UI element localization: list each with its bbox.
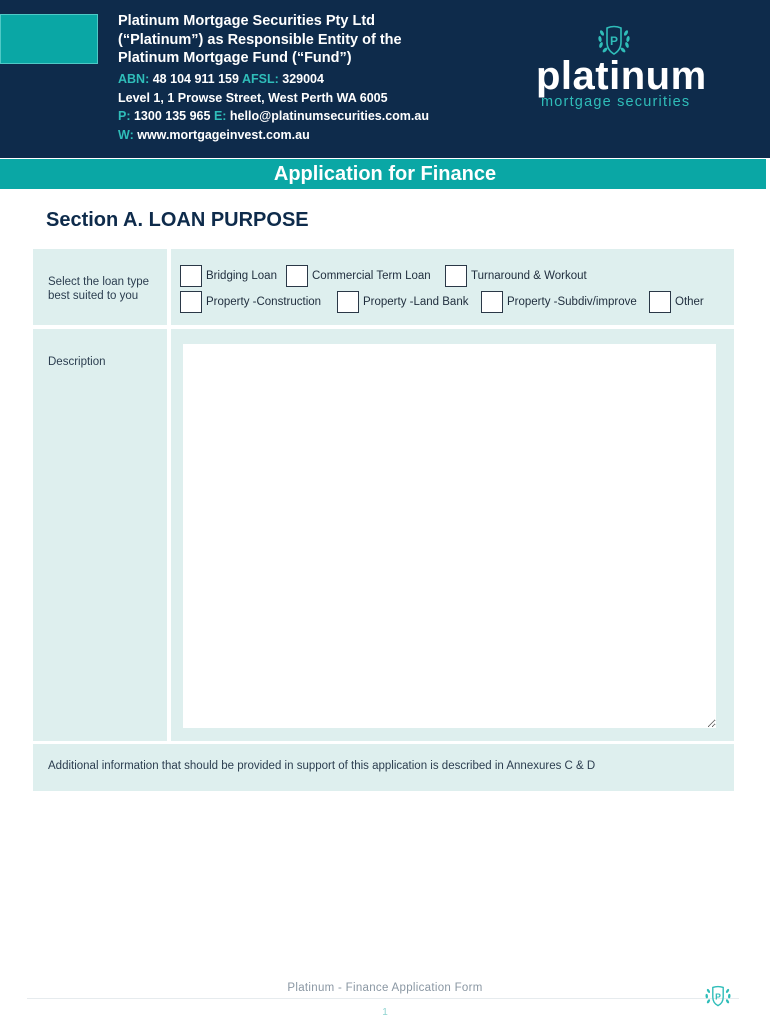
company-name [118,12,402,68]
crest-letter: P [609,34,619,48]
web-row [118,126,429,145]
company-line-2: (“Platinum”) as Responsible Entity of the [118,31,402,48]
option-other[interactable] [649,291,704,313]
option-label: Bridging Loan [206,270,277,282]
afsl-label: AFSL: [241,72,279,86]
option-property-land-bank[interactable] [337,291,468,313]
logo-wordmark: platinum [536,54,707,98]
form-title-bar [0,159,770,189]
checkbox-property-subdiv-improve[interactable] [481,291,503,313]
description-input[interactable] [183,344,716,728]
page-number: 1 [382,1007,388,1018]
address: Level 1, 1 Prowse Street, West Perth WA 6005 [118,90,388,105]
option-label: Turnaround & Workout [471,270,587,282]
abn-label: ABN: [118,72,150,86]
web-label: W: [118,127,134,142]
checkbox-other[interactable] [649,291,671,313]
logo-tagline: mortgage securities [541,94,691,110]
platinum-logo [536,24,726,116]
abn-value: 48 104 911 159 [152,72,239,86]
checkbox-bridging-loan[interactable] [180,265,202,287]
footer-divider [27,998,739,999]
abn-row [118,70,429,89]
company-line-3: Platinum Mortgage Fund (“Fund”) [118,50,352,66]
option-label: Property -Construction [206,296,322,308]
additional-info-text: Additional information that should be provided in support of this application is described in Annexures C & D [48,760,596,772]
option-property-subdiv-improve[interactable] [481,291,637,313]
loan-type-options [171,249,734,325]
web-link[interactable]: www.mortgageinvest.com.au [137,127,310,142]
option-label: Other [675,296,704,308]
phone-value: 1300 135 965 [133,109,211,123]
laurel-crest-icon [596,24,632,58]
option-label: Property -Land Bank [363,296,469,308]
option-label: Commercial Term Loan [312,270,431,282]
checkbox-property-construction[interactable] [180,291,202,313]
company-line-1: Platinum Mortgage Securities Pty Ltd [118,13,376,29]
company-contact [118,70,429,144]
label-column [33,249,167,741]
afsl-value: 329004 [282,72,324,86]
section-title: Section A. LOAN PURPOSE [46,209,309,231]
footer-crest-letter: P [715,991,721,1002]
option-property-construction[interactable] [180,291,321,313]
footer-title: Platinum - Finance Application Form [287,982,483,994]
title-bar-edge [766,159,770,189]
header-banner [0,0,770,158]
checkbox-commercial-term-loan[interactable] [286,265,308,287]
header-accent-box [0,14,98,64]
email-label: E: [213,109,227,123]
loan-type-label: Select the loan type best suited to you [48,276,150,302]
description-label: Description [48,356,106,368]
email-link[interactable]: hello@platinumsecurities.com.au [229,109,429,123]
phone-label: P: [118,109,131,123]
option-turnaround-workout[interactable] [445,265,587,287]
option-bridging-loan[interactable] [180,265,277,287]
checkbox-turnaround-workout[interactable] [445,265,467,287]
label-separator [33,325,167,329]
additional-info-note [33,744,734,791]
option-label: Property -Subdiv/improve [507,296,637,308]
option-commercial-term-loan[interactable] [286,265,431,287]
checkbox-property-land-bank[interactable] [337,291,359,313]
phone-email-row [118,107,429,126]
form-title: Application for Finance [273,163,497,185]
laurel-crest-icon [702,984,734,1010]
